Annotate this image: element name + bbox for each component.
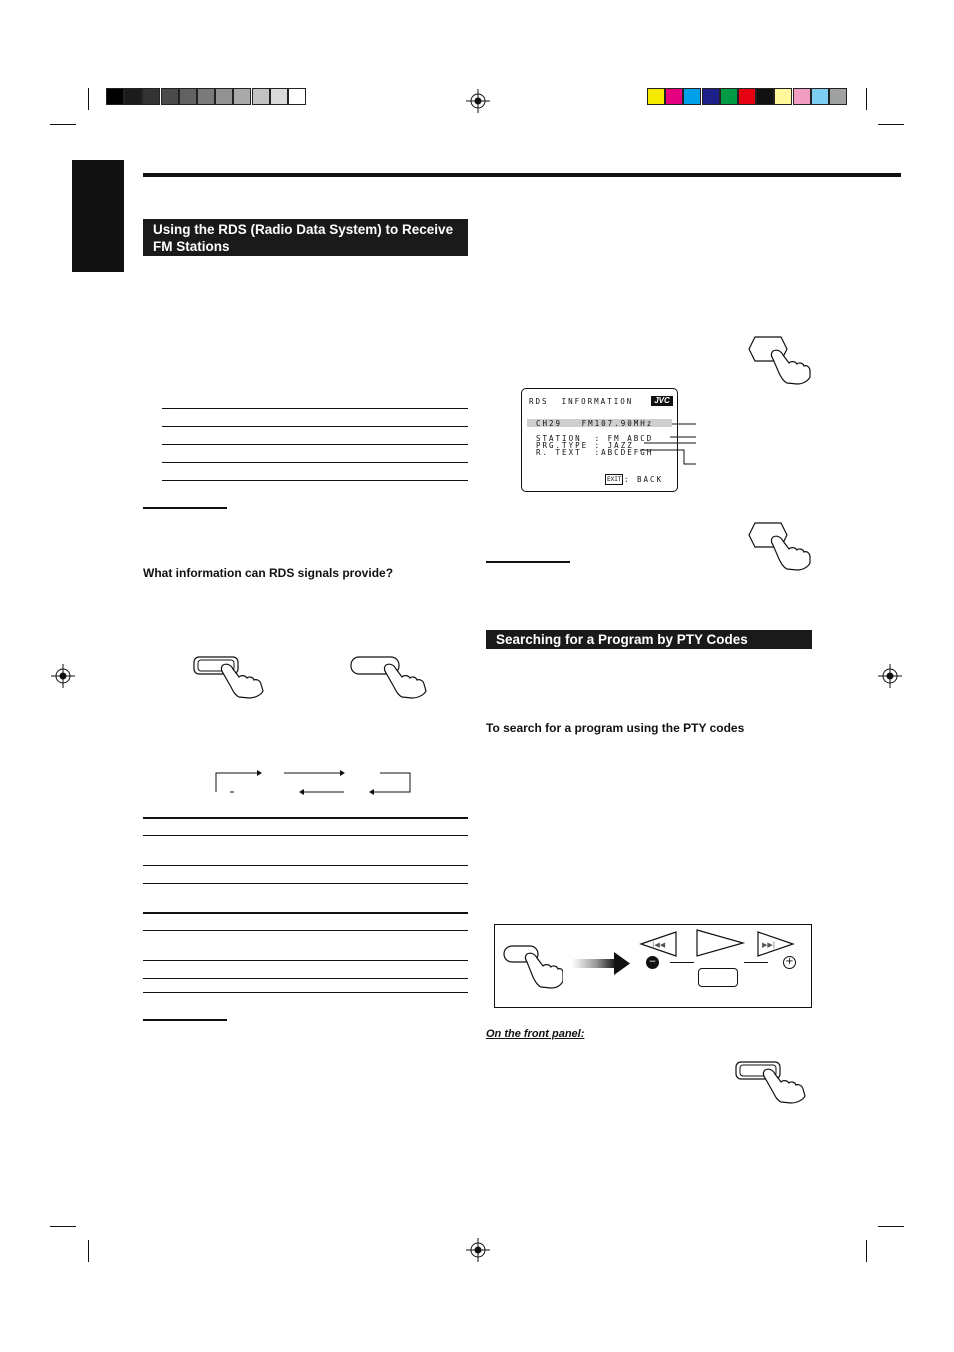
- osd-title: RDS INFORMATION: [529, 397, 634, 406]
- gray-swatch: [124, 88, 142, 105]
- note-rule: [143, 1019, 227, 1021]
- table-rule: [143, 883, 468, 884]
- gray-swatch: [288, 88, 306, 105]
- crop-mark: [878, 124, 904, 125]
- language-tab: [72, 160, 124, 272]
- crop-mark: [50, 124, 76, 125]
- table-rule: [143, 930, 468, 931]
- osd-back-label: : BACK: [624, 475, 664, 484]
- table-rule: [143, 865, 468, 866]
- gray-swatch: [270, 88, 288, 105]
- color-swatch: [811, 88, 829, 105]
- press-button-icon: [350, 655, 434, 699]
- registration-mark-icon: [466, 89, 490, 113]
- osd-exit-key: EXIT: [607, 476, 622, 483]
- crop-mark: [88, 1240, 89, 1262]
- skip-back-button-icon: [638, 930, 678, 958]
- color-swatch: [829, 88, 847, 105]
- color-swatch: [756, 88, 774, 105]
- color-swatch: [738, 88, 756, 105]
- gray-swatch: [252, 88, 270, 105]
- color-swatch: [665, 88, 683, 105]
- table-rule: [162, 480, 468, 481]
- table-rule: [143, 960, 468, 961]
- crop-mark: [878, 1226, 904, 1227]
- osd-channel-line: CH29 FM107.90MHz: [536, 419, 654, 428]
- svg-text:▶▶|: ▶▶|: [762, 941, 776, 949]
- gray-swatch: [179, 88, 197, 105]
- osd-prg-type-line: PRG.TYPE : JAZZ: [536, 441, 634, 450]
- registration-mark-icon: [466, 1238, 490, 1262]
- diagram-rule: [744, 962, 768, 963]
- table-rule: [162, 462, 468, 463]
- diagram-rule: [670, 962, 694, 963]
- color-swatch: [720, 88, 738, 105]
- table-rule: [143, 817, 468, 819]
- press-button-icon: [735, 1060, 807, 1104]
- osd-r-text-line: R. TEXT :ABCDEFGH: [536, 448, 654, 457]
- press-button-icon: [745, 333, 811, 385]
- color-swatch: [683, 88, 701, 105]
- color-swatch: [702, 88, 720, 105]
- front-panel-label: On the front panel:: [486, 1028, 585, 1040]
- gray-swatch: [106, 88, 124, 105]
- color-swatch: [774, 88, 792, 105]
- section-heading-text: Searching for a Program by PTY Codes: [496, 632, 748, 647]
- color-swatch: [647, 88, 665, 105]
- crop-mark: [866, 1240, 867, 1262]
- color-swatch: [793, 88, 811, 105]
- gray-swatch: [197, 88, 215, 105]
- table-rule: [162, 426, 468, 427]
- table-rule: [143, 978, 468, 979]
- page-top-rule: [143, 173, 901, 177]
- jvc-logo: JVC: [651, 396, 673, 406]
- subheading-pty-search: To search for a program using the PTY codes: [486, 721, 745, 735]
- gray-swatch: [161, 88, 179, 105]
- gradient-arrow-icon: [570, 950, 632, 976]
- section-heading-text: Using the RDS (Radio Data System) to Receive FM Stations: [153, 222, 454, 254]
- crop-mark: [866, 88, 867, 110]
- play-button-icon: [694, 928, 746, 958]
- cycle-arrow-diagram: [212, 768, 418, 796]
- table-rule: [162, 444, 468, 445]
- table-rule: [143, 835, 468, 836]
- table-rule: [143, 992, 468, 993]
- crop-mark: [88, 88, 89, 110]
- registration-mark-icon: [51, 664, 75, 688]
- minus-indicator: −: [646, 956, 659, 969]
- section-heading-pty: [486, 630, 812, 649]
- gray-swatch: [142, 88, 160, 105]
- osd-station-line: STATION : FM ABCD: [536, 434, 654, 443]
- callout-lines: [640, 418, 700, 470]
- subheading-rds-info: What information can RDS signals provide?: [143, 566, 394, 580]
- section-heading-rds: [143, 219, 468, 256]
- gray-swatch: [233, 88, 251, 105]
- svg-text:|◀◀: |◀◀: [652, 941, 666, 949]
- note-rule: [143, 507, 227, 509]
- skip-forward-button-icon: [756, 930, 796, 958]
- note-rule: [486, 561, 570, 563]
- press-button-icon: [503, 944, 563, 990]
- press-button-icon: [193, 655, 265, 699]
- table-rule: [143, 912, 468, 914]
- table-rule: [162, 408, 468, 409]
- press-button-icon: [745, 519, 811, 571]
- registration-mark-icon: [878, 664, 902, 688]
- gray-swatch: [215, 88, 233, 105]
- small-remote-button: [698, 968, 738, 987]
- crop-mark: [50, 1226, 76, 1227]
- plus-indicator: +: [783, 956, 796, 969]
